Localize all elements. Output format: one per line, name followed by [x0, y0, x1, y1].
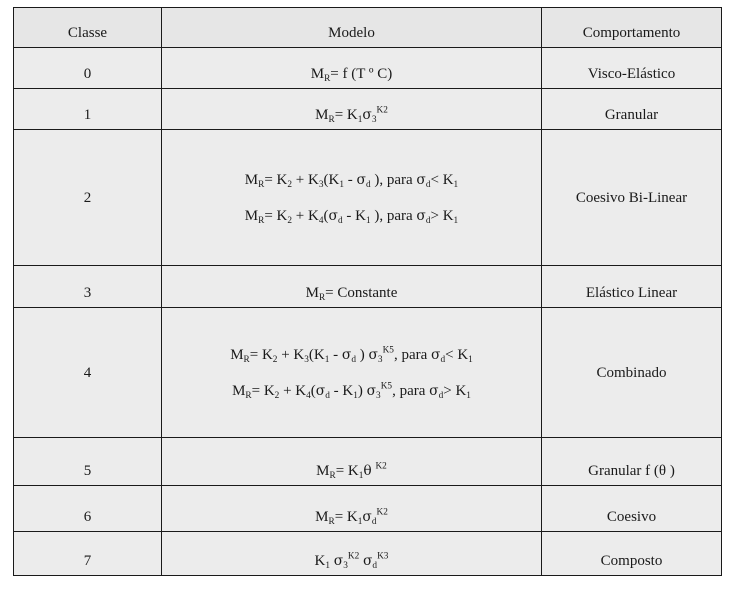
- table-row: [14, 48, 722, 89]
- classe-cell: 5: [14, 438, 162, 486]
- modelo-cell: [162, 486, 542, 532]
- table-row: [14, 308, 722, 438]
- classe-cell: 6: [14, 486, 162, 532]
- comportamento-cell: Composto: [542, 532, 722, 576]
- formula-line: $M_R= K_2 + K_4(\sigma_d - K_1$ ), para $\sigma_d> K_1$: [244, 207, 459, 226]
- formula: $M_R= K_1\theta$ $^{K2}$: [316, 461, 387, 481]
- classe-cell: 7: [14, 532, 162, 576]
- formula-line: $M_R= K_2 + K_3(K_1 - \sigma_d$ ) $\sigma_3^{K5}$, para $\sigma_d< K_1$: [230, 345, 473, 365]
- comportamento-cell: Elástico Linear: [542, 266, 722, 308]
- models-table: [13, 7, 722, 576]
- table-row: [14, 89, 722, 130]
- modelo-cell: [162, 266, 542, 308]
- table-row: [14, 438, 722, 486]
- comportamento-cell: Combinado: [542, 308, 722, 438]
- header-row: [14, 8, 722, 48]
- modelo-cell: [162, 130, 542, 266]
- modelo-cell: [162, 438, 542, 486]
- table-row: [14, 532, 722, 576]
- formula-line: $M_R= K_2 + K_4(\sigma_d - K_1)$ $\sigma_3^{K5}$, para $\sigma_d> K_1$: [232, 381, 471, 401]
- classe-cell: 3: [14, 266, 162, 308]
- modelo-cell: [162, 89, 542, 130]
- classe-cell: 2: [14, 130, 162, 266]
- modelo-cell: [162, 308, 542, 438]
- header-classe: Classe: [14, 8, 162, 48]
- formula-line: $M_R= K_2 + K_3(K_1 - \sigma_d$ ), para $\sigma_d< K_1$: [244, 171, 459, 190]
- classe-cell: 0: [14, 48, 162, 89]
- classe-cell: 4: [14, 308, 162, 438]
- comportamento-cell: Granular: [542, 89, 722, 130]
- comportamento-cell: Coesivo: [542, 486, 722, 532]
- modelo-cell: [162, 532, 542, 576]
- header-comportamento: Comportamento: [542, 8, 722, 48]
- comportamento-cell: Visco-Elástico: [542, 48, 722, 89]
- header-modelo: Modelo: [162, 8, 542, 48]
- comportamento-cell: Coesivo Bi-Linear: [542, 130, 722, 266]
- table-row: [14, 130, 722, 266]
- table-row: [14, 486, 722, 532]
- table-row: [14, 266, 722, 308]
- comportamento-cell: Granular f (θ ): [542, 438, 722, 486]
- formula: $M_R= f$ (T º C): [310, 66, 393, 84]
- formula: $M_R= K_1\sigma_d^{K2}$: [315, 507, 388, 527]
- formula: $M_R=$ Constante: [305, 285, 398, 303]
- formula: $K_1$ $\sigma_3^{K2}$ $\sigma_d^{K3}$: [314, 551, 389, 571]
- classe-cell: 1: [14, 89, 162, 130]
- modelo-cell: [162, 48, 542, 89]
- formula: $M_R= K_1\sigma_3^{K2}$: [315, 105, 388, 125]
